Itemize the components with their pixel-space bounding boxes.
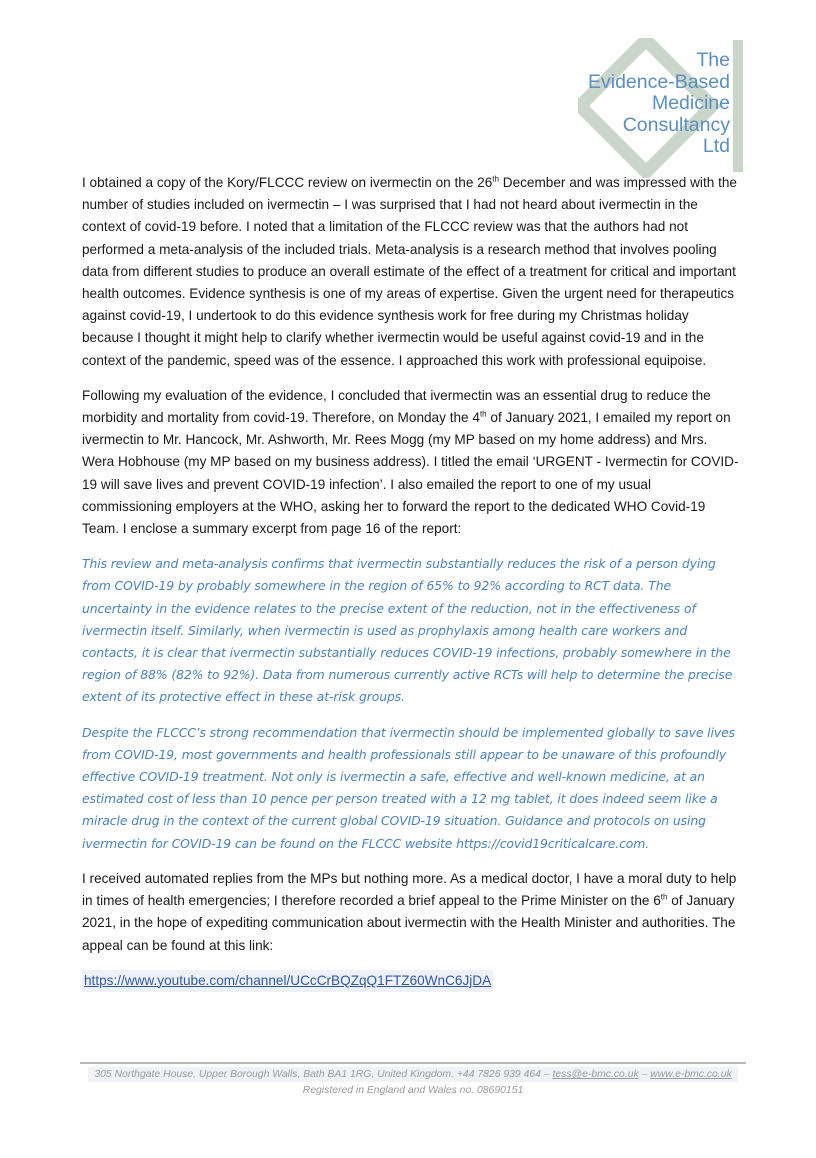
paragraph-evaluation: Following my evaluation of the evidence, I concluded that ivermectin was an essential drug to reduce the morbidity and mortality from covid-19. Therefore, on Monday the 4th of January 2021, I emailed my report on ivermectin to Mr. Hancock, Mr. Ashworth, Mr. Rees Mogg (my MP based on my home address) and Mrs. Wera Hobhouse (my MP based on my business address). I titled the email ‘URGENT - Ivermectin for COVID-19 will save lives and prevent COVID-19 infection’. I also emailed the report to one of my usual commissioning employers at the WHO, asking her to forward the report to the dedicated WHO Covid-19 Team. I enclose a summary excerpt from page 16 of the report: [82,387,739,537]
company-logo [578,38,748,178]
email-link[interactable]: tess@e-bmc.co.uk [552,1069,639,1080]
footer-contact: 305 Northgate House, Upper Borough Walls, Bath BA1 1RG, United Kingdom. +44 7826 939 464 – tess@e-bmc.co.uk – www.e-bmc.co.uk [88,1067,738,1082]
paragraph-appeal: I received automated replies from the MPs but nothing more. As a medical doctor, I have a moral duty to help in times of health emergencies; I therefore recorded a brief appeal to the Prime Minister on the 6th of January 2021, in the hope of expediting communication about ivermectin with the Health Minister and authorities. The appeal can be found at this link: [82,870,737,953]
website-link[interactable]: www.e-bmc.co.uk [650,1069,732,1080]
page-footer [80,1062,746,1098]
footer-registration: Registered in England and Wales no. 08690151 [302,1085,524,1096]
logo-text [588,50,730,158]
logo-line-5: Ltd [702,135,730,157]
logo-line-3: Medicine [651,92,730,114]
paragraph-review: I obtained a copy of the Kory/FLCCC review on ivermectin on the 26th December and was impressed with the number of studies included on ivermectin – I was surprised that I had not heard about ivermectin in the context of covid-19 before. I noted that a limitation of the FLCCC review was that the authors had not performed a meta-analysis of the included trials. Meta-analysis is a research method that involves pooling data from different studies to produce an overall estimate of the effect of a treatment for critical and important health outcomes. Evidence synthesis is one of my areas of expertise. Given the urgent need for therapeutics against covid-19, I undertook to do this evidence synthesis work for free during my Christmas holiday because I thought it might help to clarify whether ivermectin would be useful against covid-19 and in the context of the pandemic, speed was of the essence. I approached this work with professional equipoise. [82,174,737,368]
youtube-channel-link[interactable]: https://www.youtube.com/channel/UCcCrBQZqQ1FTZ60WnC6JjDA [82,970,493,992]
quote-excerpt-2: Despite the FLCCC’s strong recommendation that ivermectin should be implemented globally to save lives from COVID-19, most governments and health professionals still appear to be unaware of this profoundly effective COVID-19 treatment. Not only is ivermectin a safe, effective and well-known medicine, at an estimated cost of less than 10 pence per person treated with a 12 mg tablet, it does indeed seem like a miracle drug in the context of the current global COVID-19 situation. Guidance and protocols on using ivermectin for COVID-19 can be found on the FLCCC website https://covid19criticalcare.com. [82,724,735,851]
paragraph-link [82,970,742,992]
logo-line-2: Evidence-Based [587,70,730,93]
letter-body [82,172,742,1005]
quote-excerpt-1: This review and meta-analysis confirms that ivermectin substantially reduces the risk of a person dying from COVID-19 by probably somewhere in the region of 65% to 92% according to RCT data. The uncertainty in the evidence relates to the precise extent of the reduction, not in the effectiveness of ivermectin itself. Similarly, when ivermectin is used as prophylaxis among health care workers and contacts, it is clear that ivermectin substantially reduces COVID-19 infections, probably somewhere in the region of 88% (82% to 92%). Data from numerous currently active RCTs will help to determine the precise extent of its protective effect in these at-risk groups. [82,556,733,705]
logo-line-4: Consultancy [622,113,730,136]
logo-line-1: The [696,49,730,71]
